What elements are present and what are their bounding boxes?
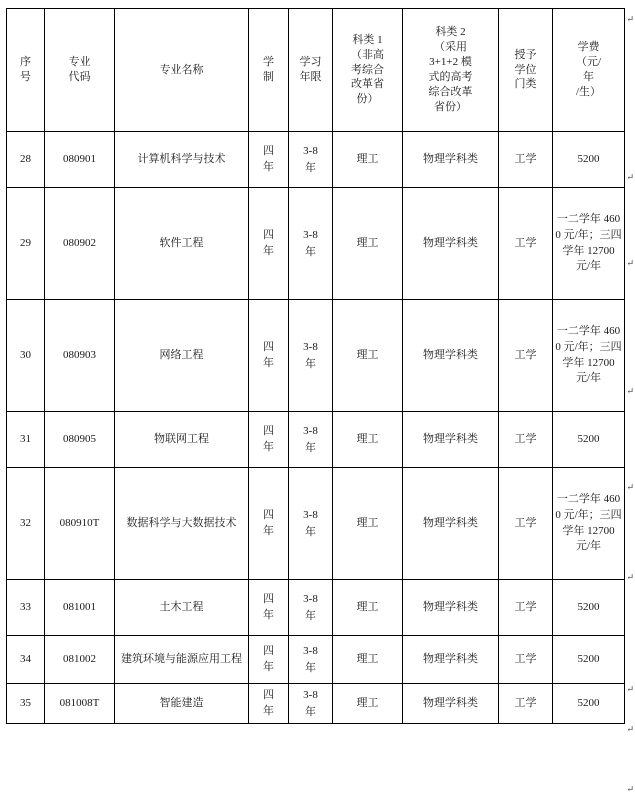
column-header-tuition-l1: 学费 bbox=[577, 41, 600, 54]
column-header-seq bbox=[7, 9, 45, 132]
column-header-major-name-l1: 专业名称 bbox=[159, 63, 204, 76]
column-header-code bbox=[45, 9, 115, 132]
paragraph-mark-icon: ↵ bbox=[626, 14, 634, 24]
table-row bbox=[7, 412, 625, 468]
paragraph-mark-icon: ↵ bbox=[626, 724, 634, 734]
column-header-years bbox=[289, 9, 333, 132]
cell-system-value: 四年 bbox=[262, 341, 274, 369]
column-header-category1-l5: 份） bbox=[356, 93, 379, 106]
column-header-category1-l3: 考综合 bbox=[350, 63, 384, 76]
column-header-category2-l1: 科类 2 bbox=[435, 26, 466, 39]
table-row bbox=[7, 580, 625, 636]
column-header-category2 bbox=[403, 9, 499, 132]
cell-degree-value: 工学 bbox=[514, 600, 537, 613]
paragraph-mark-icon: ↵ bbox=[626, 684, 634, 694]
cell-category1: 理工 bbox=[333, 412, 403, 468]
cell-code: 080910T bbox=[45, 468, 115, 580]
column-header-category2-l4: 式的高考 bbox=[428, 71, 473, 83]
cell-major-name: 土木工程 bbox=[115, 580, 249, 636]
column-header-category2-l3: 3+1+2 模 bbox=[429, 56, 472, 69]
cell-seq: 31 bbox=[7, 412, 45, 468]
cell-code: 081008T bbox=[45, 684, 115, 724]
paragraph-mark-column bbox=[624, 0, 634, 812]
paragraph-mark-icon: ↵ bbox=[626, 482, 634, 492]
cell-code: 080905 bbox=[45, 412, 115, 468]
table-row bbox=[7, 188, 625, 300]
cell-years-value: 3-8 年 bbox=[303, 229, 318, 258]
cell-major-name: 网络工程 bbox=[115, 300, 249, 412]
cell-tuition: 5200 bbox=[553, 412, 625, 468]
cell-category2: 物理学科类 bbox=[403, 580, 499, 636]
column-header-category1-l4: 改革省 bbox=[350, 78, 384, 91]
cell-seq: 29 bbox=[7, 188, 45, 300]
cell-category1: 理工 bbox=[333, 580, 403, 636]
cell-system bbox=[249, 636, 289, 684]
cell-degree bbox=[499, 412, 553, 468]
cell-degree bbox=[499, 300, 553, 412]
column-header-category1-l1: 科类 1 bbox=[352, 33, 383, 46]
cell-category2: 物理学科类 bbox=[403, 636, 499, 684]
cell-category2: 物理学科类 bbox=[403, 684, 499, 724]
cell-degree-value: 工学 bbox=[514, 152, 537, 165]
table-row bbox=[7, 636, 625, 684]
column-header-category2-l2: （采用 bbox=[434, 41, 467, 54]
cell-system bbox=[249, 580, 289, 636]
cell-system bbox=[249, 132, 289, 188]
column-header-tuition bbox=[553, 9, 625, 132]
cell-seq: 33 bbox=[7, 580, 45, 636]
cell-years-value: 3-8 年 bbox=[303, 593, 318, 622]
cell-category1: 理工 bbox=[333, 636, 403, 684]
cell-years-value: 3-8 年 bbox=[303, 645, 318, 674]
column-header-code-l2: 代码 bbox=[68, 71, 91, 83]
cell-tuition: 一二学年 4600 元/年；三四学年 12700 元/年 bbox=[553, 468, 625, 580]
cell-major-name: 智能建造 bbox=[115, 684, 249, 724]
cell-code: 080901 bbox=[45, 132, 115, 188]
cell-system-value: 四年 bbox=[262, 689, 274, 717]
column-header-category2-l6: 省份） bbox=[434, 100, 467, 113]
cell-degree-value: 工学 bbox=[514, 652, 537, 665]
table-row bbox=[7, 300, 625, 412]
cell-years bbox=[289, 468, 333, 580]
column-header-category1-l2: （非高 bbox=[350, 48, 384, 61]
cell-category2: 物理学科类 bbox=[403, 412, 499, 468]
column-header-years-l1: 学习 bbox=[299, 56, 322, 69]
cell-major-name: 计算机科学与技术 bbox=[115, 132, 249, 188]
cell-system bbox=[249, 300, 289, 412]
cell-major-name: 物联网工程 bbox=[115, 412, 249, 468]
cell-category2: 物理学科类 bbox=[403, 188, 499, 300]
cell-major-name: 数据科学与大数据技术 bbox=[115, 468, 249, 580]
cell-system bbox=[249, 684, 289, 724]
cell-system bbox=[249, 468, 289, 580]
cell-degree bbox=[499, 468, 553, 580]
table-row bbox=[7, 468, 625, 580]
cell-seq: 35 bbox=[7, 684, 45, 724]
cell-seq: 30 bbox=[7, 300, 45, 412]
column-header-code-l1: 专业 bbox=[68, 56, 91, 69]
column-header-seq-l2: 号 bbox=[20, 71, 31, 83]
cell-system-value: 四年 bbox=[262, 425, 274, 453]
cell-degree bbox=[499, 580, 553, 636]
cell-degree bbox=[499, 188, 553, 300]
cell-tuition: 5200 bbox=[553, 132, 625, 188]
cell-years-value: 3-8 年 bbox=[303, 689, 318, 718]
cell-category1: 理工 bbox=[333, 132, 403, 188]
cell-category1: 理工 bbox=[333, 300, 403, 412]
majors-table-body bbox=[7, 132, 625, 724]
cell-category1: 理工 bbox=[333, 188, 403, 300]
cell-code: 080902 bbox=[45, 188, 115, 300]
column-header-years-l2: 年限 bbox=[299, 71, 322, 83]
cell-degree bbox=[499, 132, 553, 188]
paragraph-mark-icon: ↵ bbox=[626, 258, 634, 268]
cell-code: 081002 bbox=[45, 636, 115, 684]
column-header-tuition-l2: （元/年 bbox=[575, 56, 602, 83]
table-row bbox=[7, 684, 625, 724]
cell-major-name: 软件工程 bbox=[115, 188, 249, 300]
column-header-degree-l3: 门类 bbox=[514, 78, 537, 91]
cell-years bbox=[289, 132, 333, 188]
cell-tuition: 5200 bbox=[553, 684, 625, 724]
cell-tuition: 一二学年 4600 元/年；三四学年 12700 元/年 bbox=[553, 188, 625, 300]
paragraph-mark-icon: ↵ bbox=[626, 572, 634, 582]
cell-code: 080903 bbox=[45, 300, 115, 412]
column-header-system-l2: 制 bbox=[263, 71, 274, 83]
column-header-major-name bbox=[115, 9, 249, 132]
cell-category2: 物理学科类 bbox=[403, 132, 499, 188]
majors-table bbox=[6, 8, 625, 724]
cell-years bbox=[289, 412, 333, 468]
cell-seq: 28 bbox=[7, 132, 45, 188]
cell-years bbox=[289, 188, 333, 300]
paragraph-mark-icon: ↵ bbox=[626, 386, 634, 396]
cell-years-value: 3-8 年 bbox=[303, 341, 318, 370]
cell-system bbox=[249, 412, 289, 468]
cell-years bbox=[289, 580, 333, 636]
cell-years bbox=[289, 636, 333, 684]
column-header-system bbox=[249, 9, 289, 132]
cell-system bbox=[249, 188, 289, 300]
table-row bbox=[7, 132, 625, 188]
cell-degree-value: 工学 bbox=[514, 516, 537, 529]
cell-system-value: 四年 bbox=[262, 145, 274, 173]
cell-years-value: 3-8 年 bbox=[303, 425, 318, 454]
cell-degree-value: 工学 bbox=[514, 236, 537, 249]
paragraph-mark-icon: ↵ bbox=[626, 172, 634, 182]
column-header-degree-l1: 授予 bbox=[514, 48, 537, 61]
cell-system-value: 四年 bbox=[262, 229, 274, 257]
cell-tuition: 5200 bbox=[553, 636, 625, 684]
cell-seq: 34 bbox=[7, 636, 45, 684]
cell-category2: 物理学科类 bbox=[403, 468, 499, 580]
column-header-degree-l2: 学位 bbox=[514, 63, 537, 76]
cell-system-value: 四年 bbox=[262, 509, 274, 537]
cell-category2: 物理学科类 bbox=[403, 300, 499, 412]
cell-system-value: 四年 bbox=[262, 645, 274, 673]
cell-years bbox=[289, 300, 333, 412]
column-header-system-l1: 学 bbox=[263, 56, 274, 69]
cell-major-name: 建筑环境与能源应用工程 bbox=[115, 636, 249, 684]
cell-years-value: 3-8 年 bbox=[303, 509, 318, 538]
cell-system-value: 四年 bbox=[262, 593, 274, 621]
cell-years bbox=[289, 684, 333, 724]
cell-degree-value: 工学 bbox=[514, 348, 537, 361]
cell-tuition: 5200 bbox=[553, 580, 625, 636]
cell-category1: 理工 bbox=[333, 684, 403, 724]
cell-degree bbox=[499, 684, 553, 724]
cell-category1: 理工 bbox=[333, 468, 403, 580]
cell-degree-value: 工学 bbox=[514, 432, 537, 445]
cell-code: 081001 bbox=[45, 580, 115, 636]
column-header-degree bbox=[499, 9, 553, 132]
paragraph-mark-icon: ↵ bbox=[626, 784, 634, 794]
column-header-category2-l5: 综合改革 bbox=[428, 85, 473, 98]
column-header-category1 bbox=[333, 9, 403, 132]
column-header-seq-l1: 序 bbox=[20, 56, 31, 69]
cell-degree bbox=[499, 636, 553, 684]
column-header-tuition-l3: /生） bbox=[575, 85, 602, 98]
cell-degree-value: 工学 bbox=[514, 696, 537, 709]
table-header-row bbox=[7, 9, 625, 132]
cell-years-value: 3-8 年 bbox=[303, 145, 318, 174]
cell-tuition: 一二学年 4600 元/年；三四学年 12700 元/年 bbox=[553, 300, 625, 412]
cell-seq: 32 bbox=[7, 468, 45, 580]
